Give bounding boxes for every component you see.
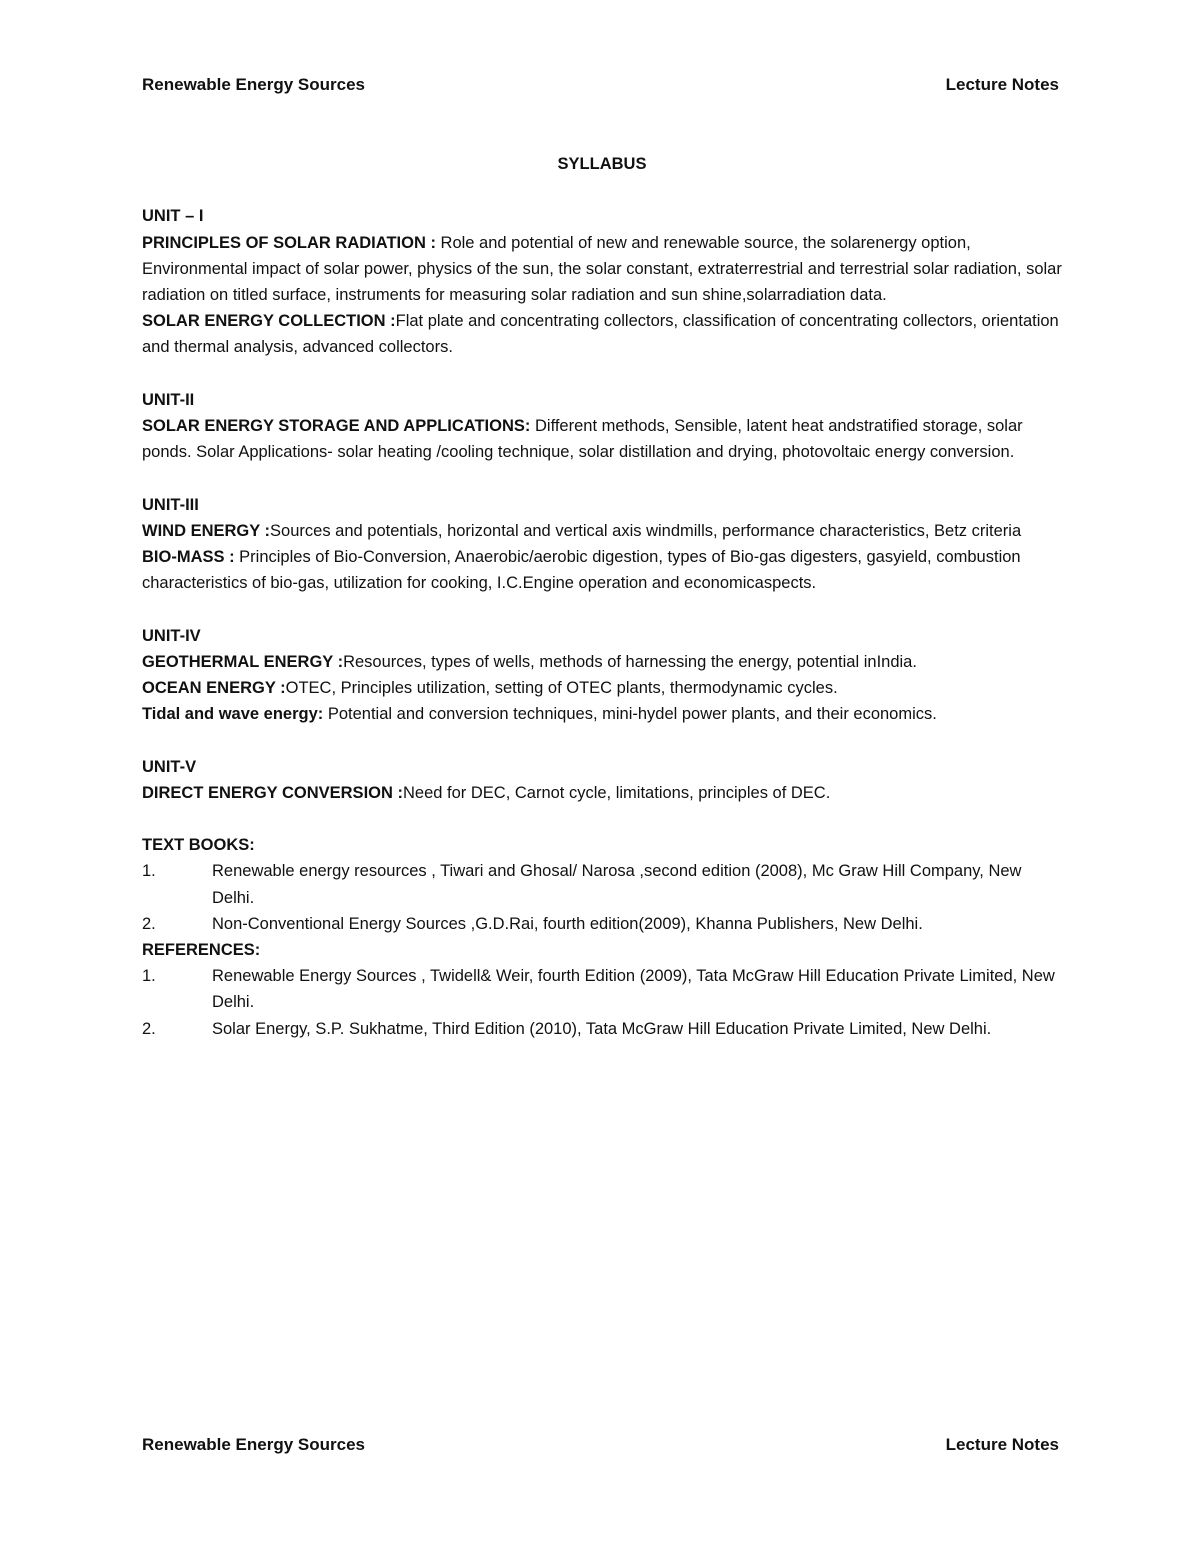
text-books-list [142,858,1062,937]
topic-label: OCEAN ENERGY : [142,678,286,697]
unit-paragraph [142,675,1062,701]
unit-paragraph [142,544,1062,596]
spacer [142,465,1062,491]
list-item [142,858,1062,910]
unit-heading: UNIT-IV [142,626,201,645]
topic-text: Sources and potentials, horizontal and vertical axis windmills, performance characteristics, Betz criteria [270,521,1022,540]
list-number: 2. [142,1019,156,1038]
unit-heading: UNIT-V [142,757,197,776]
topic-label: DIRECT ENERGY CONVERSION : [142,783,403,802]
unit-paragraph [142,413,1062,465]
topic-label: BIO-MASS : [142,547,240,566]
unit-heading: UNIT-III [142,495,199,514]
list-text: Renewable Energy Sources , Twidell& Weir, fourth Edition (2009), Tata McGraw Hill Education Private Limited, New Delhi. [212,967,1055,1012]
spacer [142,596,1062,622]
list-item [142,1016,1062,1042]
unit-paragraph [142,308,1062,360]
topic-text: OTEC, Principles utilization, setting of OTEC plants, thermodynamic cycles. [285,678,838,697]
document-body [142,151,1062,1042]
header-left-title: Renewable Energy Sources [142,75,365,94]
references-heading: REFERENCES: [142,940,261,959]
topic-text: Resources, types of wells, methods of harnessing the energy, potential inIndia. [343,652,917,671]
text-books-heading: TEXT BOOKS: [142,836,255,855]
footer-right-title: Lecture Notes [945,1435,1059,1454]
list-item [142,911,1062,937]
spacer [142,361,1062,387]
references-section [142,937,1062,1042]
unit-paragraph [142,649,1062,675]
unit-paragraph [142,701,1062,727]
topic-label: WIND ENERGY : [142,521,271,540]
topic-text: Need for DEC, Carnot cycle, limitations, principles of DEC. [402,783,831,802]
list-number: 1. [142,967,156,986]
topic-text: Potential and conversion techniques, mini-hydel power plants, and their economics. [327,705,937,724]
topic-text: Flat plate and concentrating collectors, classification of concentrating collectors, orientation and thermal analysis, advanced collectors. [142,312,1059,357]
topic-text: Principles of Bio-Conversion, Anaerobic/aerobic digestion, types of Bio-gas digesters, gasyield, combustion characteristics of bio-gas, utilization for cooking, I.C.Engine operation and economicaspects. [142,547,1021,593]
topic-label: SOLAR ENERGY COLLECTION : [142,312,396,331]
topic-label: GEOTHERMAL ENERGY : [142,652,344,671]
page-footer [142,1435,1059,1455]
references-list [142,963,1062,1042]
page-title: SYLLABUS [557,155,647,173]
list-text: Non-Conventional Energy Sources ,G.D.Rai, fourth edition(2009), Khanna Publishers, New Delhi. [212,914,923,933]
unit-section [142,492,1062,597]
unit-section [142,387,1062,466]
header-right-title: Lecture Notes [945,75,1059,94]
unit-section [142,754,1062,806]
unit-paragraph [142,518,1062,544]
topic-label: Tidal and wave energy: [142,705,328,724]
topic-text: Different methods, Sensible, latent heat andstratified storage, solar ponds. Solar Applications- solar heating /cooling technique, solar distillation and drying, photovoltaic energy conversion. [142,416,1023,462]
unit-heading: UNIT-II [142,390,195,409]
spacer [142,806,1062,832]
unit-section [142,203,1062,360]
spacer [142,727,1062,753]
list-text: Renewable energy resources , Tiwari and Ghosal/ Narosa ,second edition (2008), Mc Graw Hill Company, New Delhi. [212,862,1022,907]
unit-heading: UNIT – I [142,207,204,226]
topic-label: SOLAR ENERGY STORAGE AND APPLICATIONS: [142,416,535,435]
page-header [142,75,1059,95]
list-number: 1. [142,862,156,881]
topic-label: PRINCIPLES OF SOLAR RADIATION : [142,233,441,252]
unit-section [142,623,1062,728]
footer-left-title: Renewable Energy Sources [142,1435,365,1454]
unit-paragraph [142,780,1062,806]
topic-text: Role and potential of new and renewable source, the solarenergy option, Environmental impact of solar power, physics of the sun, the solar constant, extraterrestrial and terrestrial solar radiation, solar radiation on titled surface, instruments for measuring solar radiation and sun shine,solarradiation data. [142,233,1062,304]
list-item [142,963,1062,1015]
list-number: 2. [142,914,156,933]
unit-paragraph [142,230,1062,309]
list-text: Solar Energy, S.P. Sukhatme, Third Edition (2010), Tata McGraw Hill Education Private Limited, New Delhi. [212,1019,992,1038]
text-books-section [142,832,1062,937]
